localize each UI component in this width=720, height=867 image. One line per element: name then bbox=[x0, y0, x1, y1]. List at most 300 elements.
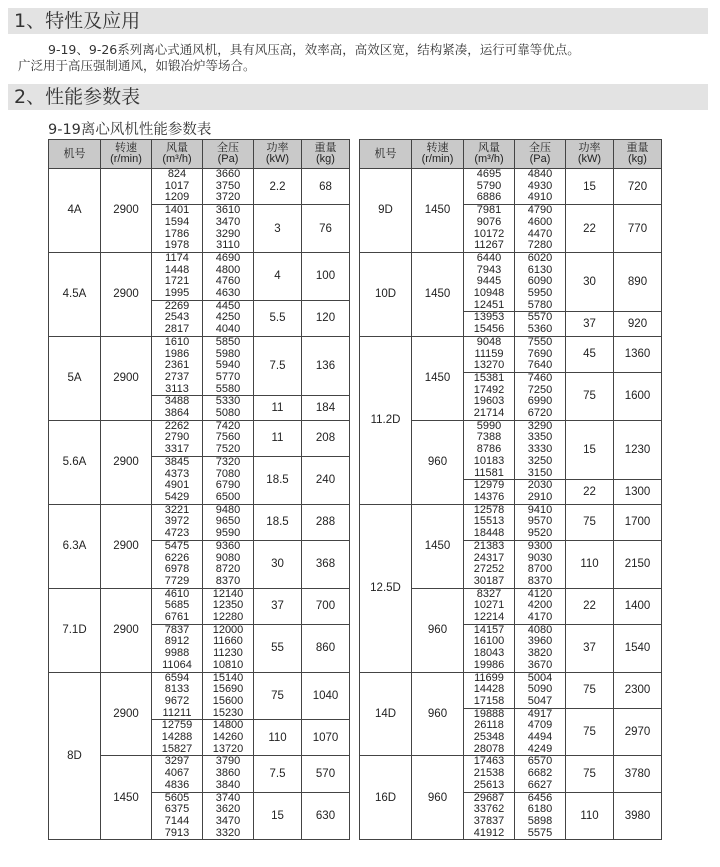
flow-cell bbox=[152, 624, 203, 672]
flow-value: 13270 bbox=[473, 359, 505, 372]
parameter-table-right bbox=[359, 139, 662, 840]
flow-value: 1986 bbox=[164, 347, 190, 360]
flow-value: 4723 bbox=[164, 527, 190, 540]
flow-value: 2262 bbox=[164, 419, 190, 432]
pressure-value: 4250 bbox=[215, 311, 241, 324]
header-flow-text: 风量 bbox=[478, 142, 500, 154]
flow-value: 2790 bbox=[164, 431, 190, 444]
weight-cell: 1070 bbox=[302, 720, 350, 756]
flow-value: 7913 bbox=[164, 826, 190, 839]
weight-cell: 1300 bbox=[614, 480, 662, 504]
pressure-value: 3960 bbox=[527, 635, 553, 648]
flow-value: 4610 bbox=[164, 587, 190, 600]
pressure-value: 4170 bbox=[527, 611, 553, 624]
pressure-value: 9570 bbox=[527, 515, 553, 528]
flow-value: 30187 bbox=[473, 574, 505, 587]
pressure-value: 4630 bbox=[215, 287, 241, 300]
flow-value: 17463 bbox=[473, 755, 505, 768]
pressure-value: 12000 bbox=[212, 623, 244, 636]
header-flow-text: 风量 bbox=[166, 142, 188, 154]
flow-value: 25613 bbox=[473, 778, 505, 791]
pressure-cell bbox=[203, 720, 254, 756]
flow-value: 1174 bbox=[165, 251, 189, 264]
pressure-value: 7550 bbox=[527, 335, 553, 348]
weight-cell: 184 bbox=[302, 396, 350, 420]
flow-value: 5790 bbox=[476, 179, 502, 192]
flow-value: 8327 bbox=[476, 587, 502, 600]
speed-cell: 2900 bbox=[101, 336, 152, 420]
flow-value: 9076 bbox=[476, 215, 502, 228]
speed-cell: 960 bbox=[412, 672, 464, 756]
pressure-value: 4910 bbox=[527, 191, 553, 204]
pressure-value: 4450 bbox=[215, 299, 241, 312]
pressure-value: 15600 bbox=[212, 694, 244, 707]
weight-cell: 890 bbox=[614, 252, 662, 312]
weight-cell: 120 bbox=[302, 300, 350, 336]
pressure-value: 3740 bbox=[215, 791, 241, 804]
table-title: 9-19离心风机性能参数表 bbox=[48, 122, 212, 138]
flow-value: 13953 bbox=[473, 311, 505, 324]
pressure-cell bbox=[203, 300, 254, 336]
flow-value: 41912 bbox=[473, 826, 505, 839]
pressure-value: 4494 bbox=[527, 731, 553, 744]
flow-value: 10948 bbox=[473, 287, 505, 300]
pressure-cell bbox=[203, 588, 254, 624]
flow-value: 1721 bbox=[164, 275, 190, 288]
flow-value: 3297 bbox=[164, 755, 190, 768]
pressure-value: 5575 bbox=[527, 826, 553, 839]
pressure-cell bbox=[203, 792, 254, 840]
flow-value: 3488 bbox=[164, 395, 190, 408]
flow-value: 15513 bbox=[473, 515, 505, 528]
pressure-value: 4120 bbox=[527, 587, 553, 600]
table-row bbox=[360, 756, 662, 792]
flow-cell bbox=[152, 792, 203, 840]
pressure-value: 15140 bbox=[212, 671, 244, 684]
power-cell: 22 bbox=[566, 480, 614, 504]
flow-cell bbox=[152, 720, 203, 756]
pressure-value: 13720 bbox=[212, 742, 244, 755]
power-cell: 11 bbox=[254, 420, 302, 456]
pressure-value: 9480 bbox=[215, 503, 241, 516]
speed-cell: 960 bbox=[412, 588, 464, 672]
pressure-value: 4200 bbox=[527, 599, 553, 612]
flow-value: 11699 bbox=[474, 671, 504, 684]
pressure-value: 7420 bbox=[215, 419, 241, 432]
parameter-table-left bbox=[48, 139, 350, 840]
model-cell: 4.5A bbox=[49, 252, 101, 336]
flow-value: 11064 bbox=[162, 658, 192, 671]
pressure-cell bbox=[515, 205, 566, 253]
pressure-value: 7080 bbox=[215, 467, 241, 480]
pressure-value: 4600 bbox=[527, 215, 553, 228]
flow-value: 21383 bbox=[473, 539, 505, 552]
model-cell: 8D bbox=[49, 672, 101, 840]
flow-cell bbox=[152, 540, 203, 588]
flow-value: 28078 bbox=[473, 742, 505, 755]
flow-cell bbox=[152, 169, 203, 205]
model-cell: 12.5D bbox=[360, 504, 412, 672]
weight-cell: 208 bbox=[302, 420, 350, 456]
speed-cell: 1450 bbox=[412, 252, 464, 336]
pressure-cell bbox=[203, 540, 254, 588]
flow-value: 9988 bbox=[164, 647, 190, 660]
pressure-value: 12280 bbox=[212, 611, 244, 624]
weight-cell: 570 bbox=[302, 756, 350, 792]
pressure-cell bbox=[203, 169, 254, 205]
power-cell: 18.5 bbox=[254, 456, 302, 504]
flow-value: 9048 bbox=[476, 335, 502, 348]
pressure-cell bbox=[203, 456, 254, 504]
header-weight-text: (kg) bbox=[316, 153, 335, 165]
flow-value: 6226 bbox=[164, 551, 190, 564]
weight-cell: 136 bbox=[302, 336, 350, 396]
power-cell: 37 bbox=[566, 624, 614, 672]
pressure-cell bbox=[515, 480, 566, 504]
flow-cell bbox=[152, 456, 203, 504]
pressure-value: 5580 bbox=[215, 382, 241, 395]
pressure-cell bbox=[515, 756, 566, 792]
flow-value: 12214 bbox=[473, 611, 505, 624]
power-cell: 37 bbox=[254, 588, 302, 624]
table-row bbox=[49, 420, 350, 456]
header-power-text: 功率 bbox=[578, 142, 601, 154]
pressure-value: 5950 bbox=[527, 287, 553, 300]
power-cell: 22 bbox=[566, 205, 614, 253]
pressure-value: 5080 bbox=[215, 407, 241, 420]
flow-cell bbox=[464, 312, 515, 336]
flow-value: 6594 bbox=[164, 671, 190, 684]
pressure-value: 15230 bbox=[212, 706, 244, 719]
flow-value: 15456 bbox=[473, 323, 505, 336]
flow-value: 5429 bbox=[164, 490, 190, 503]
header-pressure-text: 全压 bbox=[529, 142, 551, 154]
power-cell: 22 bbox=[566, 588, 614, 624]
flow-value: 1786 bbox=[164, 227, 190, 240]
weight-cell: 240 bbox=[302, 456, 350, 504]
pressure-cell bbox=[203, 252, 254, 300]
power-cell: 75 bbox=[254, 672, 302, 720]
pressure-value: 6090 bbox=[527, 275, 553, 288]
power-cell: 110 bbox=[566, 540, 614, 588]
pressure-value: 4249 bbox=[527, 742, 553, 755]
flow-value: 17492 bbox=[473, 383, 505, 396]
model-cell: 10D bbox=[360, 252, 412, 336]
flow-value: 18448 bbox=[473, 527, 505, 540]
weight-cell: 630 bbox=[302, 792, 350, 840]
power-cell: 110 bbox=[566, 792, 614, 840]
flow-cell bbox=[152, 205, 203, 253]
pressure-value: 12350 bbox=[212, 599, 244, 612]
flow-value: 1448 bbox=[164, 263, 190, 276]
pressure-value: 9590 bbox=[215, 527, 241, 540]
flow-value: 37837 bbox=[473, 814, 505, 827]
pressure-value: 6020 bbox=[527, 251, 553, 264]
table-row bbox=[360, 504, 662, 540]
flow-value: 5605 bbox=[164, 791, 190, 804]
flow-value: 5685 bbox=[164, 599, 190, 612]
intro-line-2: 广泛用于高压强制通风，如锻冶炉等场合。 bbox=[18, 58, 256, 73]
flow-value: 19986 bbox=[473, 658, 505, 671]
flow-cell bbox=[464, 588, 515, 624]
pressure-value: 3860 bbox=[215, 767, 241, 780]
pressure-value: 3320 bbox=[215, 826, 241, 839]
pressure-value: 11230 bbox=[213, 647, 243, 660]
pressure-value: 7520 bbox=[215, 443, 241, 456]
flow-value: 8912 bbox=[164, 635, 190, 648]
weight-cell: 1360 bbox=[614, 336, 662, 372]
header-pressure bbox=[515, 140, 566, 169]
pressure-value: 6456 bbox=[527, 791, 553, 804]
weight-cell: 1400 bbox=[614, 588, 662, 624]
flow-value: 12451 bbox=[473, 298, 505, 311]
table-row bbox=[360, 672, 662, 708]
power-cell: 3 bbox=[254, 205, 302, 253]
pressure-value: 5980 bbox=[215, 347, 241, 360]
weight-cell: 3780 bbox=[614, 756, 662, 792]
flow-value: 14376 bbox=[473, 490, 505, 503]
flow-value: 2361 bbox=[164, 359, 190, 372]
weight-cell: 1230 bbox=[614, 420, 662, 480]
flow-value: 10183 bbox=[473, 454, 505, 467]
header-pressure-text: 全压 bbox=[217, 142, 239, 154]
flow-value: 3972 bbox=[164, 515, 190, 528]
header-flow-text: (m³/h) bbox=[162, 153, 192, 165]
pressure-value: 6682 bbox=[527, 767, 553, 780]
intro-line-1: 9-19、9-26系列离心式通风机，具有风压高，效率高，高效区宽，结构紧凑，运行可靠等优点。 bbox=[48, 42, 580, 57]
pressure-value: 15690 bbox=[212, 683, 244, 696]
flow-value: 7144 bbox=[164, 814, 190, 827]
pressure-value: 6790 bbox=[215, 479, 241, 492]
flow-value: 27252 bbox=[473, 563, 505, 576]
pressure-value: 5330 bbox=[215, 395, 241, 408]
power-cell: 37 bbox=[566, 312, 614, 336]
power-cell: 5.5 bbox=[254, 300, 302, 336]
pressure-cell bbox=[515, 372, 566, 420]
pressure-value: 4790 bbox=[527, 204, 553, 217]
pressure-cell bbox=[515, 504, 566, 540]
pressure-value: 5360 bbox=[527, 323, 553, 336]
table-row bbox=[360, 169, 662, 205]
flow-cell bbox=[152, 420, 203, 456]
flow-value: 10271 bbox=[473, 599, 505, 612]
flow-value: 19888 bbox=[473, 707, 505, 720]
pressure-cell bbox=[203, 756, 254, 792]
flow-value: 6375 bbox=[164, 803, 190, 816]
flow-value: 14428 bbox=[473, 683, 505, 696]
pressure-value: 4800 bbox=[215, 263, 241, 276]
power-cell: 45 bbox=[566, 336, 614, 372]
pressure-value: 4760 bbox=[215, 275, 241, 288]
flow-value: 3221 bbox=[164, 503, 190, 516]
pressure-value: 9410 bbox=[527, 503, 553, 516]
flow-value: 10172 bbox=[473, 227, 505, 240]
pressure-value: 11660 bbox=[213, 635, 243, 648]
speed-cell: 2900 bbox=[101, 169, 152, 253]
flow-cell bbox=[464, 672, 515, 708]
pressure-value: 5570 bbox=[527, 311, 553, 324]
speed-cell: 2900 bbox=[101, 252, 152, 336]
pressure-value: 3110 bbox=[216, 239, 240, 252]
weight-cell: 1540 bbox=[614, 624, 662, 672]
header-power-text: (kW) bbox=[577, 153, 602, 165]
pressure-cell bbox=[515, 588, 566, 624]
flow-value: 11581 bbox=[474, 466, 504, 479]
header-weight bbox=[614, 140, 662, 169]
flow-cell bbox=[464, 708, 515, 756]
flow-cell bbox=[464, 420, 515, 480]
flow-cell bbox=[152, 504, 203, 540]
flow-cell bbox=[152, 396, 203, 420]
pressure-value: 9030 bbox=[527, 551, 553, 564]
table-header-row bbox=[49, 140, 350, 169]
flow-cell bbox=[464, 372, 515, 420]
flow-cell bbox=[464, 336, 515, 372]
flow-cell bbox=[464, 624, 515, 672]
pressure-value: 9080 bbox=[215, 551, 241, 564]
pressure-cell bbox=[203, 624, 254, 672]
flow-value: 7981 bbox=[476, 204, 502, 217]
flow-value: 4836 bbox=[164, 778, 190, 791]
pressure-value: 3470 bbox=[215, 215, 241, 228]
flow-value: 4067 bbox=[164, 767, 190, 780]
table-header-row bbox=[360, 140, 662, 169]
pressure-value: 6990 bbox=[527, 395, 553, 408]
weight-cell: 920 bbox=[614, 312, 662, 336]
header-model bbox=[49, 140, 101, 169]
power-cell: 75 bbox=[566, 504, 614, 540]
flow-value: 5475 bbox=[164, 539, 190, 552]
flow-value: 9672 bbox=[164, 694, 190, 707]
pressure-value: 9300 bbox=[527, 539, 553, 552]
pressure-value: 3670 bbox=[527, 658, 553, 671]
header-pressure-text: (Pa) bbox=[217, 153, 239, 165]
model-cell: 7.1D bbox=[49, 588, 101, 672]
header-weight-text: (kg) bbox=[628, 153, 647, 165]
pressure-cell bbox=[203, 420, 254, 456]
pressure-value: 5090 bbox=[527, 683, 553, 696]
power-cell: 30 bbox=[566, 252, 614, 312]
table-row bbox=[360, 252, 662, 312]
flow-value: 1995 bbox=[164, 287, 190, 300]
header-speed bbox=[412, 140, 464, 169]
flow-value: 25348 bbox=[473, 731, 505, 744]
power-cell: 7.5 bbox=[254, 756, 302, 792]
pressure-value: 4709 bbox=[527, 719, 553, 732]
pressure-value: 7460 bbox=[527, 371, 553, 384]
pressure-value: 3660 bbox=[215, 168, 241, 180]
model-cell: 4A bbox=[49, 169, 101, 253]
flow-value: 11267 bbox=[474, 239, 504, 252]
flow-value: 9445 bbox=[476, 275, 502, 288]
weight-cell: 3980 bbox=[614, 792, 662, 840]
header-speed-text: (r/min) bbox=[110, 153, 142, 165]
pressure-value: 8370 bbox=[527, 574, 553, 587]
flow-cell bbox=[464, 205, 515, 253]
pressure-value: 4930 bbox=[527, 179, 553, 192]
flow-value: 16100 bbox=[473, 635, 505, 648]
flow-value: 1401 bbox=[164, 204, 190, 217]
pressure-value: 5850 bbox=[215, 335, 241, 348]
flow-value: 4695 bbox=[476, 168, 502, 180]
weight-cell: 860 bbox=[302, 624, 350, 672]
flow-value: 12979 bbox=[473, 479, 505, 492]
header-model bbox=[360, 140, 412, 169]
power-cell: 110 bbox=[254, 720, 302, 756]
table-row bbox=[49, 504, 350, 540]
flow-value: 11211 bbox=[162, 706, 192, 719]
flow-cell bbox=[464, 169, 515, 205]
section-heading-characteristics: 1、特性及应用 bbox=[8, 8, 708, 34]
pressure-value: 7280 bbox=[527, 239, 553, 252]
pressure-cell bbox=[515, 540, 566, 588]
pressure-value: 4040 bbox=[215, 323, 241, 336]
flow-value: 5990 bbox=[476, 419, 502, 432]
table-row bbox=[49, 672, 350, 720]
header-power-text: 功率 bbox=[266, 142, 289, 154]
pressure-cell bbox=[515, 336, 566, 372]
weight-cell: 770 bbox=[614, 205, 662, 253]
flow-cell bbox=[464, 504, 515, 540]
flow-value: 3845 bbox=[164, 455, 190, 468]
pressure-value: 14260 bbox=[212, 731, 244, 744]
pressure-cell bbox=[515, 792, 566, 840]
weight-cell: 68 bbox=[302, 169, 350, 205]
power-cell: 55 bbox=[254, 624, 302, 672]
pressure-value: 3470 bbox=[215, 814, 241, 827]
header-power bbox=[566, 140, 614, 169]
weight-cell: 76 bbox=[302, 205, 350, 253]
pressure-value: 8700 bbox=[527, 563, 553, 576]
pressure-value: 3750 bbox=[215, 179, 241, 192]
flow-value: 8133 bbox=[164, 683, 190, 696]
flow-cell bbox=[464, 540, 515, 588]
pressure-value: 5004 bbox=[527, 671, 553, 684]
table-row bbox=[49, 169, 350, 205]
pressure-value: 7320 bbox=[215, 455, 241, 468]
header-weight bbox=[302, 140, 350, 169]
power-cell: 30 bbox=[254, 540, 302, 588]
pressure-cell bbox=[515, 708, 566, 756]
pressure-value: 7560 bbox=[215, 431, 241, 444]
pressure-value: 6180 bbox=[527, 803, 553, 816]
model-cell: 5A bbox=[49, 336, 101, 420]
pressure-value: 6627 bbox=[527, 778, 553, 791]
pressure-value: 3790 bbox=[215, 755, 241, 768]
flow-cell bbox=[464, 252, 515, 312]
flow-value: 1017 bbox=[164, 179, 190, 192]
speed-cell: 1450 bbox=[412, 504, 464, 588]
header-power-text: (kW) bbox=[265, 153, 290, 165]
power-cell: 2.2 bbox=[254, 169, 302, 205]
pressure-value: 2030 bbox=[527, 479, 553, 492]
header-weight-text: 重量 bbox=[314, 142, 337, 154]
speed-cell: 960 bbox=[412, 756, 464, 840]
weight-cell: 1040 bbox=[302, 672, 350, 720]
model-cell: 9D bbox=[360, 169, 412, 253]
pressure-value: 3250 bbox=[527, 454, 553, 467]
weight-cell: 720 bbox=[614, 169, 662, 205]
power-cell: 75 bbox=[566, 372, 614, 420]
pressure-cell bbox=[515, 420, 566, 480]
weight-cell: 1700 bbox=[614, 504, 662, 540]
header-flow bbox=[464, 140, 515, 169]
flow-value: 17158 bbox=[473, 694, 505, 707]
flow-value: 2543 bbox=[164, 311, 190, 324]
header-weight-text: 重量 bbox=[626, 142, 649, 154]
speed-cell: 2900 bbox=[101, 420, 152, 504]
pressure-cell bbox=[515, 169, 566, 205]
